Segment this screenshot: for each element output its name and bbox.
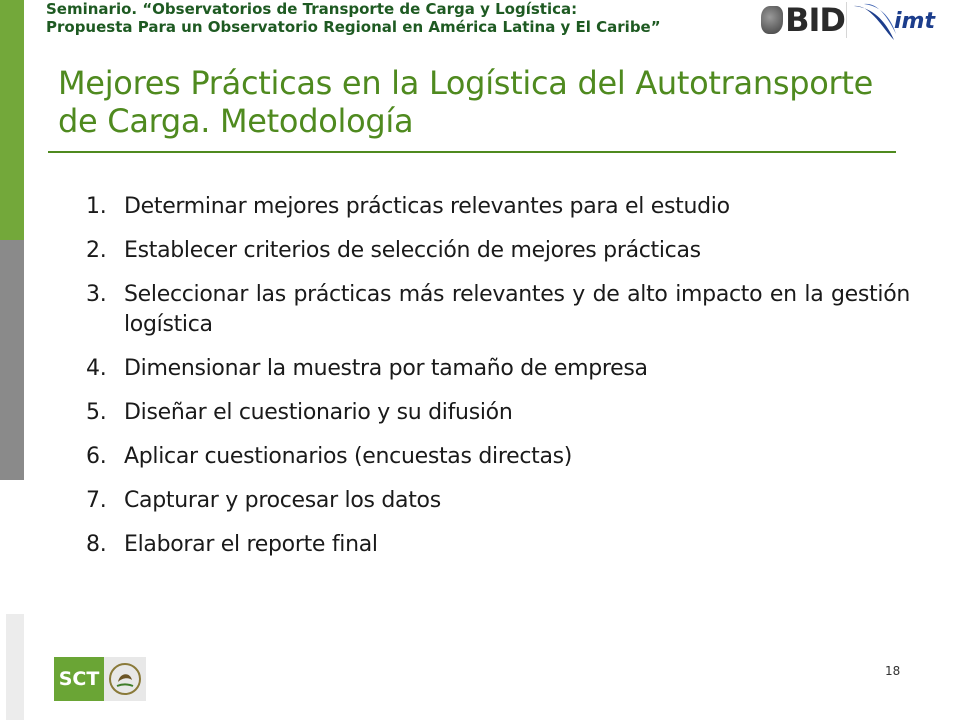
step-number: 8. [86,532,107,557]
step-text: Determinar mejores prácticas relevantes para el estudio [124,194,730,219]
sct-logo [54,657,146,701]
slide-title: Mejores Prácticas en la Logística del Autotransporte de Carga. Metodología [58,64,873,140]
globe-icon [761,6,783,34]
step-text: Elaborar el reporte final [124,532,378,557]
step-item [86,398,910,428]
step-number: 7. [86,488,107,513]
step-item [86,530,910,560]
page-number: 18 [885,664,901,678]
step-item [86,442,910,472]
bid-logo [760,2,847,38]
title-underline [48,151,896,153]
seminar-line-1: Seminario. “Observatorios de Transporte de Carga y Logística: [46,0,578,18]
side-bar-green [0,0,24,240]
step-number: 4. [86,356,107,381]
step-item [86,192,910,222]
step-number: 3. [86,282,107,307]
step-text: Establecer criterios de selección de mejores prácticas [124,238,701,263]
step-text: Capturar y procesar los datos [124,488,441,513]
side-bar-light [6,614,24,720]
step-text: Aplicar cuestionarios (encuestas directas) [124,444,573,469]
imt-swoosh-icon [854,6,894,40]
bid-logo-text: BID [785,1,845,39]
step-item [86,280,910,340]
side-bar-gray [0,240,24,480]
step-number: 5. [86,400,107,425]
mexico-seal-icon [104,657,146,701]
step-number: 1. [86,194,107,219]
step-text: Seleccionar las prácticas más relevantes y de alto impacto en la gestión logística [124,282,910,337]
seminar-line-2: Propuesta Para un Observatorio Regional en América Latina y El Caribe” [46,18,661,36]
step-item [86,236,910,266]
imt-logo-text: imt [894,9,935,34]
step-item [86,354,910,384]
step-number: 2. [86,238,107,263]
sct-logo-text: SCT [54,657,104,701]
step-text: Dimensionar la muestra por tamaño de empresa [124,356,648,381]
methodology-steps [86,192,910,574]
imt-logo [850,0,935,44]
step-number: 6. [86,444,107,469]
seminar-header [46,0,746,36]
step-item [86,486,910,516]
step-text: Diseñar el cuestionario y su difusión [124,400,513,425]
